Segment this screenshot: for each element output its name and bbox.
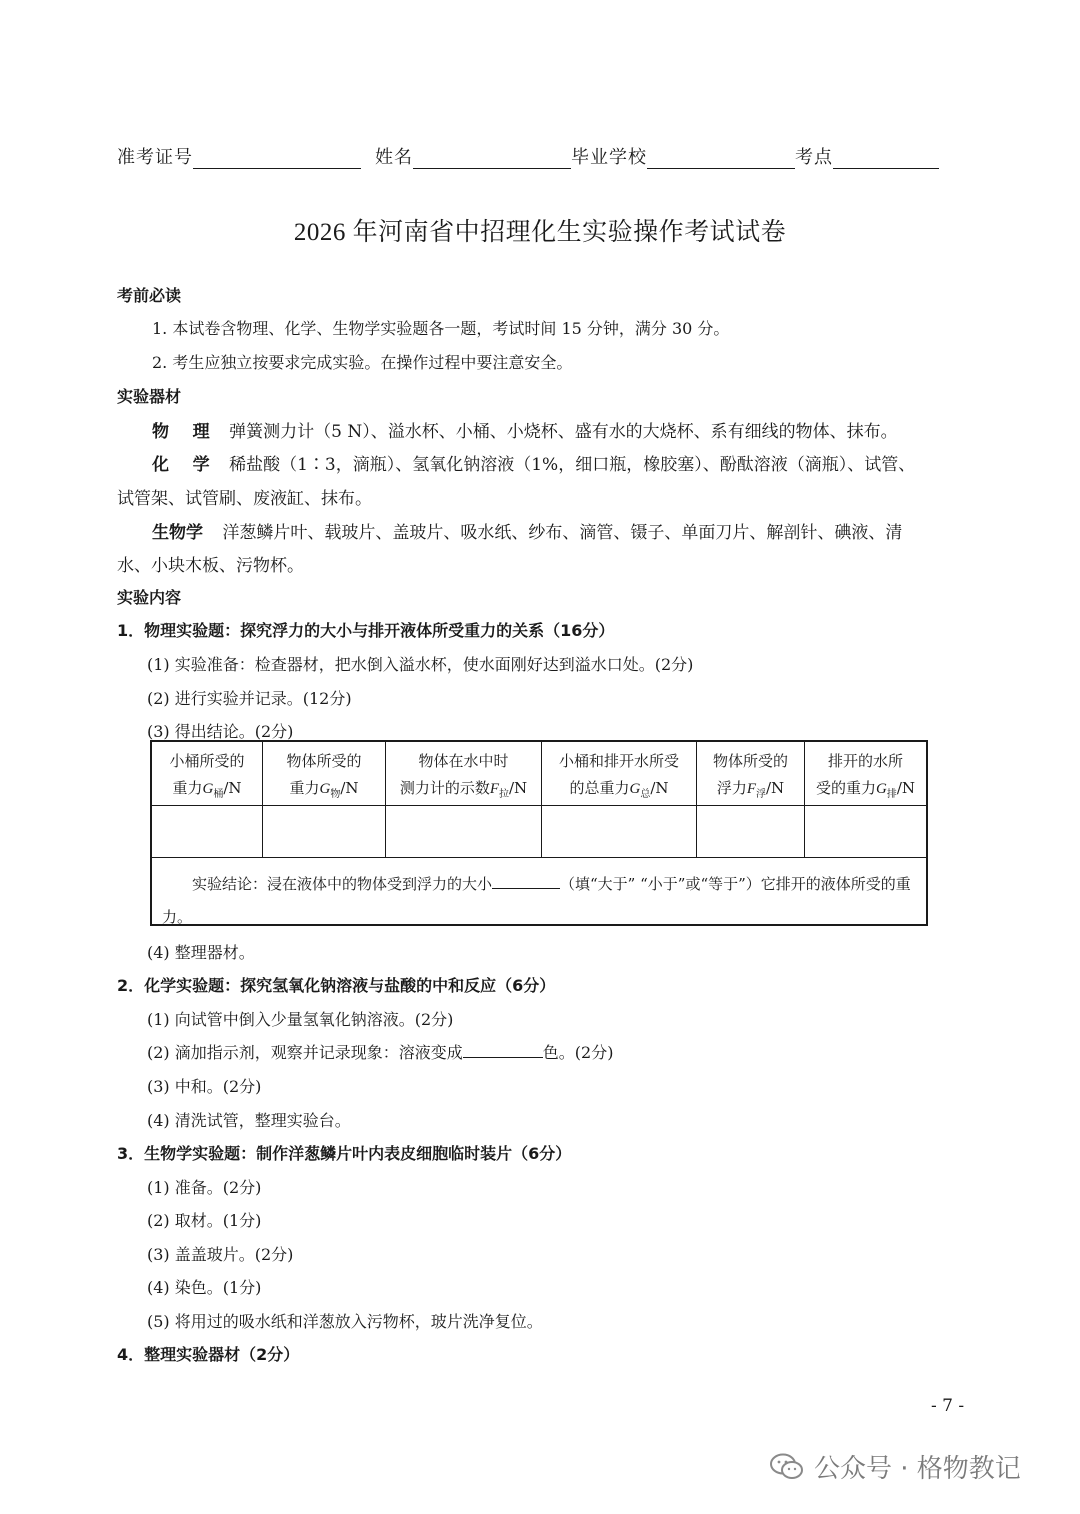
table-header-cell: 小桶所受的 重力$G_桶/N$ [152,742,263,805]
q2-step2-text-b: 色。(2分) [542,1043,614,1062]
table-conclusion [152,858,926,934]
watermark [770,1448,1021,1485]
site-blank[interactable] [833,148,939,169]
conclusion-text-a: 实验结论：浸在液体中的物体受到浮力的大小 [192,875,493,893]
site-label: 考点 [795,147,833,168]
q2-step2-text-a: (2) 滴加指示剂，观察并记录现象：溶液变成 [147,1043,463,1062]
table-header-cell: 物体所受的 重力$G_物/N$ [263,742,386,805]
wechat-icon [770,1453,804,1481]
color-answer-blank[interactable] [463,1041,543,1058]
q2-step-2 [147,1040,613,1063]
table-header-cell: 物体在水中时 测力计的示数$F_拉/N$ [386,742,542,805]
exam-header-fields [117,143,939,169]
pre-read-item: 1. 本试卷含物理、化学、生物学实验题各一题，考试时间 15 分钟，满分 30 分。 [152,319,730,338]
table-input-cell[interactable] [152,806,263,857]
school-field [571,143,795,169]
q3-title: 3．生物学实验题：制作洋葱鳞片叶内表皮细胞临时装片（6分） [117,1144,572,1163]
physics-label: 物 理 [152,422,210,442]
content-heading: 实验内容 [117,588,182,607]
q4-title: 4．整理实验器材（2分） [117,1345,300,1364]
site-field [795,143,939,169]
table-header-cell: 物体所受的 浮力$F_浮/N$ [697,742,805,805]
watermark-text: 公众号 · 格物教记 [814,1454,1021,1484]
exam-id-blank[interactable] [193,148,361,169]
q3-step: (5) 将用过的吸水纸和洋葱放入污物杯，玻片洗净复位。 [147,1312,543,1331]
table-input-cell[interactable] [805,806,926,857]
name-label: 姓名 [375,147,413,168]
bio-label: 生物学 [152,523,203,543]
page-number: - 7 - [931,1396,965,1416]
physics-text: 弹簧测力计（5 N）、溢水杯、小桶、小烧杯、盛有水的大烧杯、系有细线的物体、抹布。 [229,422,898,442]
equipment-physics [152,417,898,442]
q3-step: (3) 盖盖玻片。(2分) [147,1245,294,1264]
q2-title: 2．化学实验题：探究氢氧化钠溶液与盐酸的中和反应（6分） [117,976,556,995]
table-input-cell[interactable] [386,806,542,857]
exam-id-field [117,143,361,169]
q2-step: (3) 中和。(2分) [147,1077,262,1096]
q2-step: (1) 向试管中倒入少量氢氧化钠溶液。(2分) [147,1010,454,1029]
equipment-bio [152,518,902,543]
conclusion-text-b: （填“大于” “小于”或“等于”）它排开的液体所受的重力。 [162,875,911,926]
exam-id-label: 准考证号 [117,147,193,168]
name-field [375,143,571,169]
chem-text-cont: 试管架、试管刷、废液缸、抹布。 [117,489,372,509]
equipment-heading: 实验器材 [117,387,182,406]
conclusion-blank[interactable] [492,872,560,889]
table-input-cell[interactable] [263,806,386,857]
q1-step: (2) 进行实验并记录。(12分) [147,689,352,708]
q2-step: (4) 清洗试管，整理实验台。 [147,1111,351,1130]
name-blank[interactable] [413,148,571,169]
chem-text: 稀盐酸（1∶3，滴瓶）、氢氧化钠溶液（1%，细口瓶，橡胶塞）、酚酞溶液（滴瓶）、试管、 [229,455,916,475]
q1-step4: (4) 整理器材。 [147,943,255,962]
q1-step: (1) 实验准备：检查器材，把水倒入溢水杯，使水面刚好达到溢水口处。(2分) [147,655,694,674]
q3-step: (2) 取材。(1分) [147,1211,262,1230]
q1-title: 1．物理实验题：探究浮力的大小与排开液体所受重力的关系（16分） [117,621,615,640]
table-input-cell[interactable] [697,806,805,857]
q3-step: (4) 染色。(1分) [147,1278,262,1297]
table-data-row [152,806,926,858]
q1-step: (3) 得出结论。(2分) [147,722,294,741]
table-header-row [152,742,926,806]
table-header-cell: 排开的水所 受的重力$G_排/N$ [815,752,916,800]
school-blank[interactable] [647,148,795,169]
chem-label: 化 学 [152,455,210,475]
table-header-cell: 小桶和排开水所受 的总重力$G_总/N$ [542,742,697,805]
pre-read-heading: 考前必读 [117,286,182,305]
pre-read-item: 2. 考生应独立按要求完成实验。在操作过程中要注意安全。 [152,353,573,372]
q3-step: (1) 准备。(2分) [147,1178,262,1197]
equipment-chem [152,450,915,475]
bio-text-cont: 水、小块木板、污物杯。 [117,556,304,576]
table-input-cell[interactable] [542,806,697,857]
page-title: 2026 年河南省中招理化生实验操作考试试卷 [293,219,787,246]
school-label: 毕业学校 [571,147,647,168]
record-table [150,740,928,926]
bio-text: 洋葱鳞片叶、载玻片、盖玻片、吸水纸、纱布、滴管、镊子、单面刀片、解剖针、碘液、清 [222,523,903,543]
